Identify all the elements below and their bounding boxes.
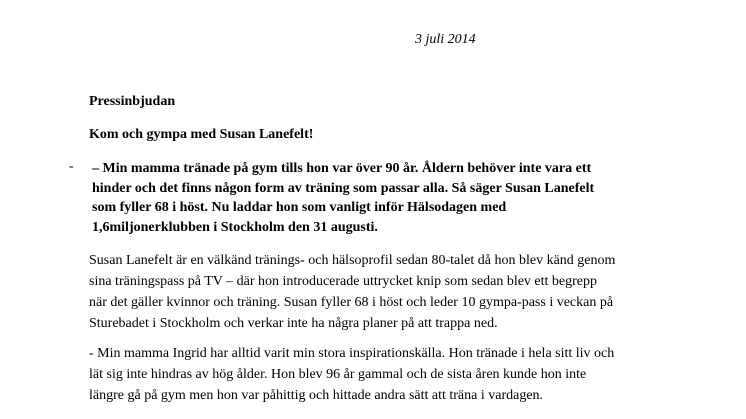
lead-line: – Min mamma tränade på gym tills hon var över 90 år. Åldern behöver inte vara ett (92, 161, 592, 176)
paragraph-line: när det gäller kvinnor och träning. Susan fyller 68 i höst och leder 10 gympa-pass i veckan på (89, 295, 614, 310)
lead-line: hinder och det finns någon form av träning som passar alla. Så säger Susan Lanefelt (92, 180, 595, 196)
document-date: 3 juli 2014 (415, 32, 476, 47)
lead-line: 1,6miljonerklubben i Stockholm den 31 augusti. (92, 219, 378, 235)
paragraph-line: Sturebadet i Stockholm och verkar inte ha några planer på att trappa ned. (89, 316, 498, 331)
paragraph-line: - Min mamma Ingrid har alltid varit min stora inspirationskälla. Hon tränade i hela sitt liv och (89, 346, 615, 361)
list-marker: - (69, 159, 74, 174)
body-paragraph-2 (89, 343, 689, 406)
body-paragraph-1 (89, 250, 689, 334)
document-type: Pressinbjudan (89, 94, 176, 109)
paragraph-line: sina träningspass på TV – där hon introducerade uttrycket knip som sedan blev ett begrepp (89, 274, 598, 289)
headline: Kom och gympa med Susan Lanefelt! (89, 127, 314, 142)
paragraph-line: längre gå på gym men hon var påhittig och hittade andra sätt att träna i vardagen. (89, 388, 544, 403)
lead-line: som fyller 68 i höst. Nu laddar hon som vanligt inför Hälsodagen med (92, 200, 507, 215)
paragraph-line: Susan Lanefelt är en välkänd tränings- och hälsoprofil sedan 80-talet då hon blev känd genom (89, 253, 616, 268)
paragraph-line: lät sig inte hindras av hög ålder. Hon blev 96 år gammal och de sista åren kunde hon inte (89, 367, 587, 382)
lead-paragraph (92, 159, 652, 237)
